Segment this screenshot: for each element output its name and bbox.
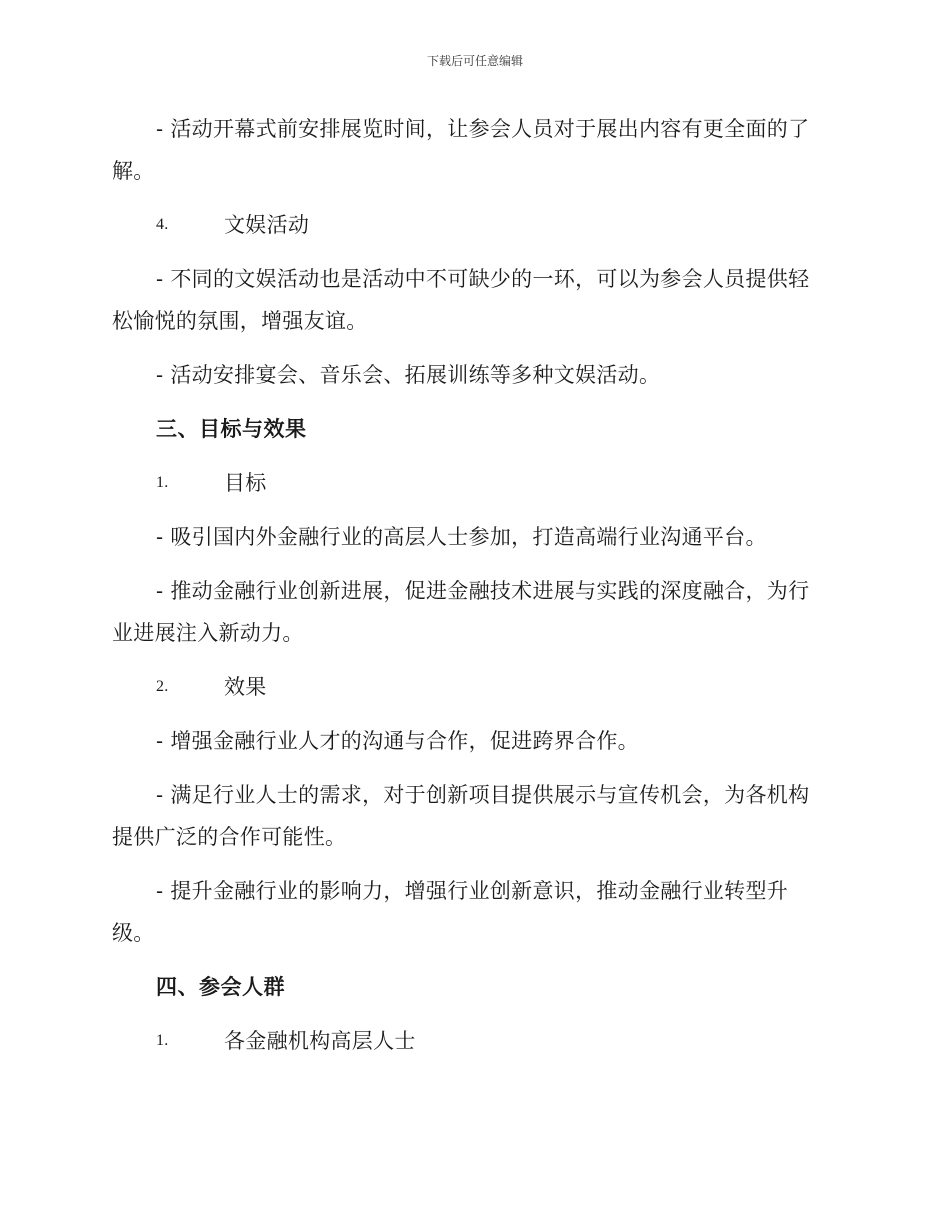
item-label: 文娱活动	[224, 213, 310, 237]
item-number: 4.	[156, 216, 169, 233]
item-label: 各金融机构高层人士	[224, 1029, 416, 1053]
page-header: 下载后可任意编辑	[426, 54, 523, 68]
item-label: 效果	[224, 675, 267, 699]
numbered-item-goals	[156, 462, 824, 504]
document-body	[112, 108, 824, 1074]
numbered-item-executives	[156, 1020, 824, 1062]
section-heading-goals-effects: 三、目标与效果	[156, 417, 307, 441]
numbered-item-effects	[156, 666, 824, 708]
paragraph-exhibition-time: - 活动开幕式前安排展览时间，让参会人员对于展出内容有更全面的了解。	[112, 117, 810, 183]
item-label: 目标	[224, 471, 267, 495]
paragraph-entertainment-role: - 不同的文娱活动也是活动中不可缺少的一环，可以为参会人员提供轻松愉悦的氛围，增强友谊。	[112, 267, 810, 333]
paragraph-goal-attract: - 吸引国内外金融行业的高层人士参加，打造高端行业沟通平台。	[156, 525, 767, 549]
paragraph-entertainment-events: - 活动安排宴会、音乐会、拓展训练等多种文娱活动。	[156, 363, 661, 387]
paragraph-effect-influence: - 提升金融行业的影响力，增强行业创新意识，推动金融行业转型升级。	[112, 879, 789, 945]
numbered-item-entertainment	[156, 204, 824, 246]
section-heading-attendees: 四、参会人群	[156, 975, 285, 999]
item-number: 1.	[156, 1032, 169, 1049]
paragraph-effect-needs: - 满足行业人士的需求，对于创新项目提供展示与宣传机会，为各机构提供广泛的合作可能性。	[112, 783, 810, 849]
item-number: 2.	[156, 678, 169, 695]
paragraph-goal-innovation: - 推动金融行业创新进展，促进金融技术进展与实践的深度融合，为行业进展注入新动力。	[112, 579, 810, 645]
item-number: 1.	[156, 474, 169, 491]
paragraph-effect-cooperation: - 增强金融行业人才的沟通与合作，促进跨界合作。	[156, 729, 639, 753]
